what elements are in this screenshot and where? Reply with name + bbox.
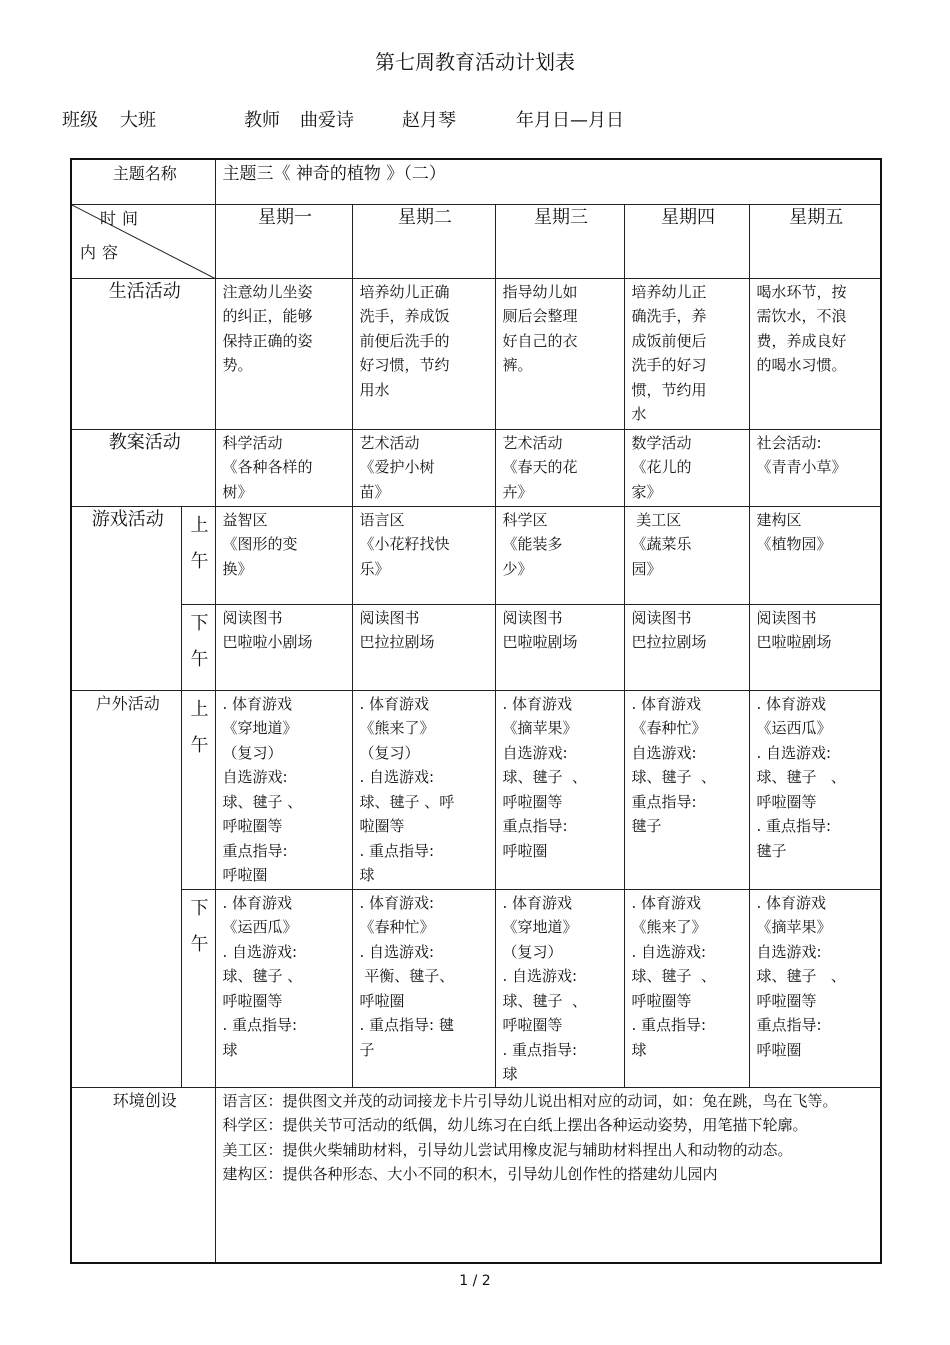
time-label: 时间	[100, 208, 145, 228]
teacher-label: 教师	[244, 110, 280, 131]
life-label: 生活活动	[71, 278, 215, 429]
class-value: 大班	[120, 110, 156, 131]
life-cell-fri: 喝水环节，按 需饮水，不浪 费，养成良好 的喝水习惯。	[749, 278, 881, 429]
game-pm-mon: 阅读图书 巴啦啦小剧场	[215, 604, 352, 690]
outdoor-pm-wed: . 体育游戏 《穿地道》 （复习） . 自选游戏: 球、毽子 、 呼啦圈等 . 重点指导: 球	[495, 889, 624, 1087]
game-am-thu: 美工区 《蔬菜乐 园》	[624, 506, 749, 604]
teacher-name-1: 曲爱诗	[300, 110, 354, 131]
life-cell-thu: 培养幼儿正 确洗手，养 成饭前便后 洗手的好习 惯，节约用 水	[624, 278, 749, 429]
outdoor-am-mon: . 体育游戏 《穿地道》 （复习） 自选游戏: 球、毽子 、 呼啦圈等 重点指导: 呼啦圈	[215, 690, 352, 889]
life-row	[71, 278, 881, 429]
game-label: 游戏活动	[71, 506, 181, 690]
lesson-cell-mon: 科学活动 《各种各样的 树》	[215, 429, 352, 506]
day-thursday: 星期四	[624, 204, 749, 278]
lesson-row	[71, 429, 881, 506]
day-tuesday: 星期二	[352, 204, 495, 278]
game-pm-label: 下 午	[181, 604, 215, 690]
outdoor-pm-row	[71, 889, 881, 1087]
page-title: 第七周教育活动计划表	[375, 50, 575, 74]
theme-label: 主题名称	[71, 159, 215, 204]
day-wednesday: 星期三	[495, 204, 624, 278]
game-am-fri: 建构区 《植物园》	[749, 506, 881, 604]
game-am-wed: 科学区 《能装多 少》	[495, 506, 624, 604]
header-row	[71, 204, 881, 278]
game-pm-fri: 阅读图书 巴啦啦剧场	[749, 604, 881, 690]
lesson-cell-fri: 社会活动: 《青青小草》	[749, 429, 881, 506]
day-monday: 星期一	[215, 204, 352, 278]
plan-table	[70, 158, 882, 1264]
outdoor-label: 户外活动	[71, 690, 181, 1087]
outdoor-am-row	[71, 690, 881, 889]
game-am-row	[71, 506, 881, 604]
theme-value: 主题三《 神奇的植物 》（二）	[215, 159, 881, 204]
lesson-cell-thu: 数学活动 《花儿的 家》	[624, 429, 749, 506]
environment-line-language: 语言区：提供图文并茂的动词接龙卡片引导幼儿说出相对应的动词，如：兔在跳，鸟在飞等。	[222, 1091, 838, 1110]
outdoor-am-thu: . 体育游戏 《春种忙》 自选游戏: 球、毽子 、 重点指导: 毽子	[624, 690, 749, 889]
outdoor-am-label: 上 午	[181, 690, 215, 889]
page-number: 1 / 2	[459, 1273, 491, 1289]
content-label: 内容	[80, 242, 125, 262]
game-pm-thu: 阅读图书 巴拉拉剧场	[624, 604, 749, 690]
teacher-name-2: 赵月琴	[402, 110, 456, 131]
outdoor-am-fri: . 体育游戏 《运西瓜》 . 自选游戏: 球、毽子 、 呼啦圈等 . 重点指导: 毽子	[749, 690, 881, 889]
outdoor-pm-fri: . 体育游戏 《摘苹果》 自选游戏: 球、毽子 、 呼啦圈等 重点指导: 呼啦圈	[749, 889, 881, 1087]
environment-label: 环境创设	[71, 1087, 215, 1263]
time-content-header	[71, 204, 215, 278]
game-am-label: 上 午	[181, 506, 215, 604]
game-pm-row	[71, 604, 881, 690]
environment-line-art: 美工区：提供火柴辅助材料，引导幼儿尝试用橡皮泥与辅助材料捏出人和动物的动态。	[222, 1140, 793, 1159]
life-cell-tue: 培养幼儿正确 洗手，养成饭 前便后洗手的 好习惯，节约 用水	[352, 278, 495, 429]
game-am-mon: 益智区 《图形的变 换》	[215, 506, 352, 604]
environment-line-construction: 建构区：提供各种形态、大小不同的积木，引导幼儿创作性的搭建幼儿园内	[222, 1165, 718, 1183]
lesson-label: 教案活动	[71, 429, 215, 506]
lesson-cell-wed: 艺术活动 《春天的花 卉》	[495, 429, 624, 506]
outdoor-am-wed: . 体育游戏 《摘苹果》 自选游戏: 球、毽子 、 呼啦圈等 重点指导: 呼啦圈	[495, 690, 624, 889]
lesson-cell-tue: 艺术活动 《爱护小树 苗》	[352, 429, 495, 506]
outdoor-pm-tue: . 体育游戏: 《春种忙》 . 自选游戏: 平衡、毽子、 呼啦圈 . 重点指导: 毽 子	[352, 889, 495, 1087]
environment-row	[71, 1087, 881, 1263]
environment-line-science: 科学区：提供关节可活动的纸偶，幼儿练习在白纸上摆出各种运动姿势，用笔描下轮廓。	[222, 1116, 808, 1134]
class-label: 班级	[62, 110, 98, 131]
outdoor-pm-thu: . 体育游戏 《熊来了》 . 自选游戏: 球、毽子 、 呼啦圈等 . 重点指导: 球	[624, 889, 749, 1087]
outdoor-pm-mon: . 体育游戏 《运西瓜》 . 自选游戏: 球、毽子 、 呼啦圈等 . 重点指导: 球	[215, 889, 352, 1087]
game-pm-tue: 阅读图书 巴拉拉剧场	[352, 604, 495, 690]
theme-row	[71, 159, 881, 204]
outdoor-am-tue: . 体育游戏 《熊来了》 （复习） . 自选游戏: 球、毽子 、呼 啦圈等 . 重点指导: 球	[352, 690, 495, 889]
environment-content	[215, 1087, 881, 1263]
game-pm-wed: 阅读图书 巴啦啦剧场	[495, 604, 624, 690]
outdoor-pm-label: 下 午	[181, 889, 215, 1087]
date-range: 年月日—月日	[516, 110, 624, 131]
game-am-tue: 语言区 《小花籽找快 乐》	[352, 506, 495, 604]
life-cell-mon: 注意幼儿坐姿 的纠正，能够 保持正确的姿 势。	[215, 278, 352, 429]
day-friday: 星期五	[749, 204, 881, 278]
life-cell-wed: 指导幼儿如 厕后会整理 好自己的衣 裤。	[495, 278, 624, 429]
